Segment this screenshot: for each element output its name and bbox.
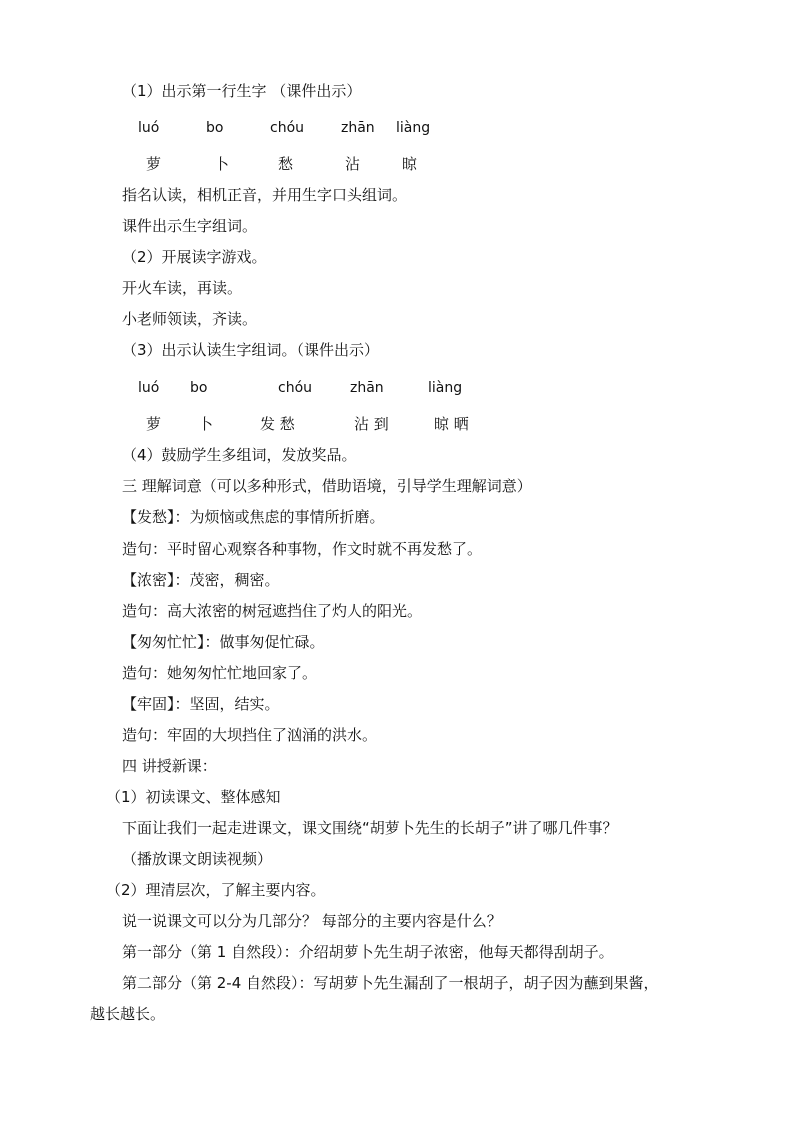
sub-heading-1: （1）初读课文、整体感知	[106, 788, 281, 806]
part-2-text-continued: 越长越长。	[90, 1005, 166, 1023]
line-teacher: 小老师领读，齐读。	[122, 310, 258, 328]
step-4-text: （4）鼓励学生多组词，发放奖品。	[122, 446, 357, 464]
word-bo: 卜	[198, 415, 214, 433]
word-liangshai: 晾 晒	[434, 415, 469, 433]
step-2-text: （2）开展读字游戏。	[122, 248, 267, 266]
word-luo: 萝	[146, 415, 162, 433]
part-1-text: 第一部分（第 1 自然段）：介绍胡萝卜先生胡子浓密，他每天都得刮胡子。	[122, 943, 614, 961]
sub-heading-2: （2）理清层次，了解主要内容。	[106, 881, 326, 899]
pinyin-liang: liàng	[428, 380, 463, 396]
line-intro: 下面让我们一起走进课文，课文围绕“胡萝卜先生的长胡子”讲了哪几件事？	[122, 819, 618, 837]
pinyin-chou: chóu	[270, 120, 305, 136]
char-liang: 晾	[402, 155, 418, 173]
char-bo: 卜	[214, 155, 230, 173]
section-3-heading: 三 理解词意（可以多种形式，借助语境，引导学生理解词意）	[122, 477, 532, 495]
line-video: （播放课文朗读视频）	[122, 850, 273, 868]
pinyin-luo: luó	[138, 380, 160, 396]
char-zhan: 沾	[345, 155, 361, 173]
part-2-text: 第二部分（第 2-4 自然段）：写胡萝卜先生漏刮了一根胡子，胡子因为蘸到果酱，	[122, 974, 659, 992]
term-fachou: 【发愁】：为烦恼或焦虑的事情所折磨。	[122, 508, 385, 526]
pinyin-luo: luó	[138, 120, 160, 136]
step-1-text: （1）出示第一行生字 （课件出示）	[122, 82, 362, 100]
pinyin-zhan: zhān	[341, 120, 375, 136]
pinyin-bo: bo	[206, 120, 224, 136]
line-train: 开火车读，再读。	[122, 279, 243, 297]
char-chou: 愁	[278, 155, 294, 173]
pinyin-chou: chóu	[278, 380, 313, 396]
line-show: 课件出示生字组词。	[122, 217, 258, 235]
char-luo: 萝	[146, 155, 162, 173]
line-question: 说一说课文可以分为几部分？ 每部分的主要内容是什么？	[122, 912, 502, 930]
pinyin-liang: liàng	[396, 120, 431, 136]
sentence-laogu: 造句：牢固的大坝挡住了汹涌的洪水。	[122, 726, 378, 744]
step-3-text: （3）出示认读生字组词。（课件出示）	[122, 341, 380, 359]
word-fachou: 发 愁	[260, 415, 295, 433]
sentence-nongmi: 造句：高大浓密的树冠遮挡住了灼人的阳光。	[122, 602, 423, 620]
term-laogu: 【牢固】：坚固，结实。	[122, 695, 280, 713]
word-zhandao: 沾 到	[354, 415, 389, 433]
term-congcong: 【匆匆忙忙】：做事匆促忙碌。	[122, 633, 325, 651]
pinyin-bo: bo	[190, 380, 208, 396]
sentence-fachou: 造句：平时留心观察各种事物，作文时就不再发愁了。	[122, 540, 483, 558]
line-read: 指名认读，相机正音，并用生字口头组词。	[122, 186, 408, 204]
sentence-congcong: 造句：她匆匆忙忙地回家了。	[122, 664, 318, 682]
term-nongmi: 【浓密】：茂密，稠密。	[122, 571, 280, 589]
section-4-heading: 四 讲授新课：	[122, 757, 217, 775]
pinyin-zhan: zhān	[350, 380, 384, 396]
